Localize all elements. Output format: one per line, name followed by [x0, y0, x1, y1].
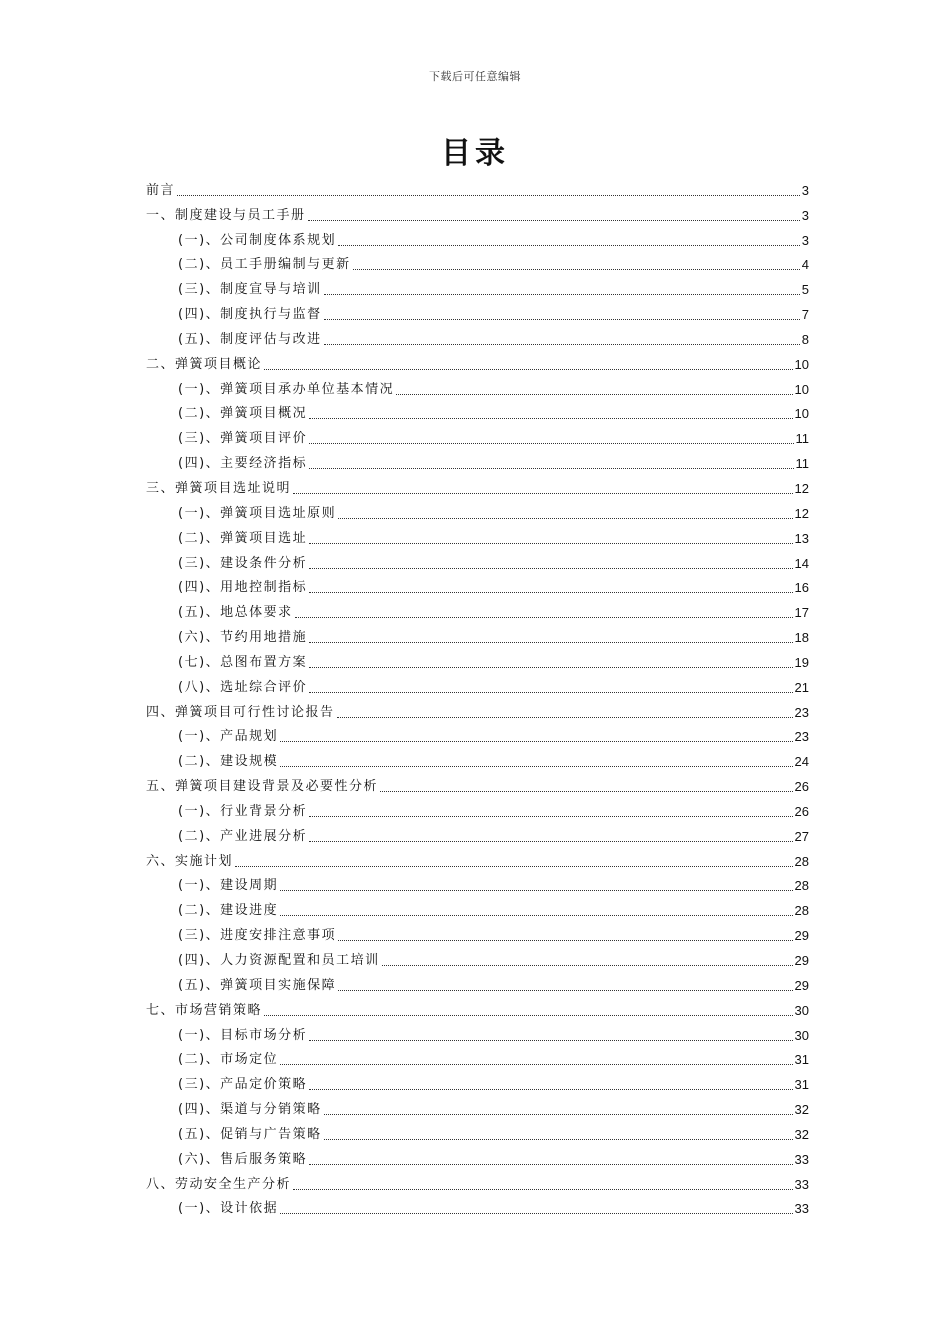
toc-entry-page: 23: [794, 704, 809, 720]
toc-entry[interactable]: [146, 870, 809, 895]
toc-entry-text: (二)、产业进展分析: [178, 828, 308, 844]
toc-dot-leader: [280, 1064, 792, 1065]
toc-dot-leader: [324, 319, 800, 320]
toc-entry[interactable]: [146, 820, 809, 845]
toc-entry[interactable]: [146, 1019, 809, 1044]
toc-entry[interactable]: [146, 671, 809, 696]
toc-dot-leader: [309, 692, 792, 693]
toc-entry-page: 3: [801, 182, 809, 198]
toc-entry-text: 七、市场营销策略: [146, 1002, 263, 1018]
toc-entry[interactable]: [146, 795, 809, 820]
toc-dot-leader: [309, 1040, 792, 1041]
toc-entry-text: (四)、渠道与分销策略: [178, 1102, 322, 1118]
toc-entry-text: (一)、行业背景分析: [178, 803, 308, 819]
toc-dot-leader: [324, 294, 800, 295]
toc-entry[interactable]: [146, 224, 809, 249]
toc-dot-leader: [309, 667, 792, 668]
toc-entry-text: (一)、弹簧项目承办单位基本情况: [178, 381, 395, 397]
toc-entry-page: 30: [794, 1002, 809, 1018]
toc-entry-page: 33: [794, 1201, 809, 1217]
toc-dot-leader: [309, 568, 792, 569]
toc-entry-text: (二)、建设进度: [178, 903, 279, 919]
toc-entry[interactable]: [146, 1118, 809, 1143]
toc-entry[interactable]: [146, 199, 809, 224]
toc-entry[interactable]: [146, 745, 809, 770]
toc-dot-leader: [309, 418, 792, 419]
toc-entry[interactable]: [146, 323, 809, 348]
toc-dot-leader: [382, 965, 793, 966]
toc-dot-leader: [338, 518, 792, 519]
toc-entry[interactable]: [146, 894, 809, 919]
toc-entry[interactable]: [146, 1044, 809, 1069]
toc-entry-page: 30: [794, 1027, 809, 1043]
toc-entry-page: 21: [794, 679, 809, 695]
toc-entry-text: (一)、产品规划: [178, 729, 279, 745]
toc-entry-text: (三)、弹簧项目评价: [178, 431, 308, 447]
toc-entry-text: (三)、制度宣导与培训: [178, 282, 322, 298]
toc-entry-text: (一)、目标市场分析: [178, 1027, 308, 1043]
toc-entry[interactable]: [146, 621, 809, 646]
toc-entry-page: 17: [794, 605, 809, 621]
toc-entry-page: 33: [794, 1151, 809, 1167]
toc-entry-page: 27: [794, 828, 809, 844]
toc-entry-text: (二)、建设规模: [178, 754, 279, 770]
toc-entry-text: (一)、公司制度体系规划: [178, 232, 337, 248]
toc-dot-leader: [324, 1114, 793, 1115]
toc-entry-text: (五)、弹簧项目实施保障: [178, 977, 337, 993]
toc-entry-text: (四)、人力资源配置和员工培训: [178, 953, 380, 968]
toc-entry[interactable]: [146, 249, 809, 274]
toc-entry[interactable]: [146, 1093, 809, 1118]
toc-entry-page: 16: [794, 580, 809, 596]
toc-dot-leader: [235, 866, 793, 867]
toc-entry-page: 12: [794, 480, 809, 496]
toc-dot-leader: [177, 195, 800, 196]
toc-entry-page: 29: [794, 977, 809, 993]
toc-entry[interactable]: [146, 447, 809, 472]
toc-entry-page: 32: [794, 1126, 809, 1142]
toc-title: 目录: [441, 136, 509, 171]
toc-entry-text: 五、弹簧项目建设背景及必要性分析: [146, 779, 379, 795]
toc-entry-text: 前言: [146, 182, 176, 198]
toc-entry[interactable]: [146, 522, 809, 547]
toc-dot-leader: [309, 816, 792, 817]
toc-entry-text: 四、弹簧项目可行性讨论报告: [146, 704, 335, 720]
toc-dot-leader: [280, 890, 792, 891]
toc-entry-text: (二)、弹簧项目选址: [178, 530, 308, 546]
toc-entry-page: 26: [794, 779, 809, 795]
toc-entry[interactable]: [146, 422, 809, 447]
toc-dot-leader: [293, 1189, 793, 1190]
toc-dot-leader: [264, 1015, 793, 1016]
toc-entry-page: 7: [801, 307, 809, 323]
toc-dot-leader: [309, 443, 793, 444]
toc-dot-leader: [353, 269, 800, 270]
toc-entry-page: 8: [801, 331, 809, 347]
toc-entry[interactable]: [146, 1068, 809, 1093]
toc-entry[interactable]: [146, 919, 809, 944]
toc-entry-text: 八、劳动安全生产分析: [146, 1176, 292, 1192]
toc-entry-text: (八)、选址综合评价: [178, 679, 308, 695]
toc-entry-page: 12: [794, 505, 809, 521]
toc-dot-leader: [295, 617, 793, 618]
toc-dot-leader: [293, 493, 793, 494]
toc-entry-text: (四)、用地控制指标: [178, 580, 308, 596]
toc-entry-text: (三)、建设条件分析: [178, 555, 308, 571]
toc-dot-leader: [338, 940, 792, 941]
toc-entry[interactable]: [146, 845, 809, 870]
toc-entry-text: (五)、地总体要求: [178, 605, 293, 621]
toc-entry[interactable]: [146, 398, 809, 423]
toc-entry-text: (一)、建设周期: [178, 878, 279, 894]
toc-entry-page: 3: [801, 207, 809, 223]
toc-entry[interactable]: [146, 348, 809, 373]
toc-entry-page: 28: [794, 903, 809, 919]
toc-entry-page: 5: [801, 282, 809, 298]
toc-dot-leader: [324, 1139, 793, 1140]
toc-dot-leader: [396, 394, 792, 395]
toc-dot-leader: [309, 1089, 792, 1090]
toc-dot-leader: [337, 717, 793, 718]
toc-dot-leader: [338, 245, 800, 246]
toc-entry-text: (六)、节约用地措施: [178, 630, 308, 646]
table-of-contents: [146, 174, 809, 1217]
toc-entry-page: 28: [794, 878, 809, 894]
toc-entry-text: (四)、主要经济指标: [178, 456, 308, 472]
toc-dot-leader: [309, 592, 792, 593]
toc-entry-page: 32: [794, 1102, 809, 1118]
toc-entry-page: 10: [794, 406, 809, 422]
toc-entry-page: 31: [794, 1077, 809, 1093]
toc-entry-text: (五)、制度评估与改进: [178, 331, 322, 347]
toc-entry[interactable]: [146, 770, 809, 795]
toc-entry-page: 29: [794, 928, 809, 944]
toc-entry[interactable]: [146, 174, 809, 199]
toc-entry-page: 11: [795, 431, 809, 447]
toc-entry[interactable]: [146, 373, 809, 398]
header-note: 下载后可任意编辑: [429, 70, 521, 83]
toc-dot-leader: [264, 369, 793, 370]
toc-entry-page: 4: [801, 257, 809, 273]
toc-dot-leader: [324, 344, 800, 345]
toc-entry[interactable]: [146, 547, 809, 572]
toc-entry[interactable]: [146, 273, 809, 298]
toc-entry-page: 19: [794, 654, 809, 670]
toc-entry-page: 24: [794, 754, 809, 770]
toc-entry-text: 一、制度建设与员工手册: [146, 207, 306, 223]
toc-entry-text: (一)、弹簧项目选址原则: [178, 505, 337, 521]
toc-entry-text: (二)、弹簧项目概况: [178, 406, 308, 422]
toc-entry-page: 13: [794, 530, 809, 546]
toc-entry-text: (七)、总图布置方案: [178, 654, 308, 670]
toc-entry[interactable]: [146, 969, 809, 994]
toc-entry[interactable]: [146, 572, 809, 597]
toc-dot-leader: [309, 841, 792, 842]
toc-entry[interactable]: [146, 472, 809, 497]
toc-entry[interactable]: [146, 646, 809, 671]
toc-entry[interactable]: [146, 298, 809, 323]
toc-entry[interactable]: [146, 944, 809, 969]
toc-entry-page: 31: [794, 1052, 809, 1068]
toc-entry-page: 10: [794, 356, 809, 372]
toc-dot-leader: [309, 468, 793, 469]
toc-entry-page: 3: [801, 232, 809, 248]
toc-entry-page: 33: [794, 1176, 809, 1192]
toc-entry-text: (三)、进度安排注意事项: [178, 928, 337, 944]
toc-entry[interactable]: [146, 1193, 809, 1218]
toc-entry[interactable]: [146, 994, 809, 1019]
toc-dot-leader: [280, 766, 792, 767]
toc-dot-leader: [280, 1213, 792, 1214]
toc-entry-text: (二)、员工手册编制与更新: [178, 257, 351, 273]
toc-entry-page: 28: [794, 853, 809, 869]
toc-entry-page: 23: [794, 729, 809, 745]
toc-entry-text: (五)、促销与广告策略: [178, 1126, 322, 1142]
toc-entry-text: 六、实施计划: [146, 853, 234, 869]
toc-entry[interactable]: [146, 696, 809, 721]
toc-entry-page: 11: [795, 456, 809, 472]
toc-entry-text: (二)、市场定位: [178, 1052, 279, 1068]
toc-entry-text: (三)、产品定价策略: [178, 1077, 308, 1093]
toc-entry-page: 29: [794, 953, 809, 968]
toc-dot-leader: [309, 543, 792, 544]
toc-entry-text: (四)、制度执行与监督: [178, 307, 322, 323]
toc-dot-leader: [309, 1164, 792, 1165]
toc-dot-leader: [280, 741, 792, 742]
toc-entry-text: 二、弹簧项目概论: [146, 356, 263, 372]
toc-entry[interactable]: [146, 596, 809, 621]
toc-dot-leader: [308, 220, 800, 221]
toc-dot-leader: [338, 990, 792, 991]
toc-entry[interactable]: [146, 721, 809, 746]
toc-dot-leader: [309, 642, 792, 643]
toc-entry[interactable]: [146, 1143, 809, 1168]
toc-dot-leader: [280, 915, 792, 916]
toc-dot-leader: [380, 791, 793, 792]
toc-entry-text: (六)、售后服务策略: [178, 1151, 308, 1167]
toc-entry-text: (一)、设计依据: [178, 1201, 279, 1217]
toc-entry[interactable]: [146, 497, 809, 522]
toc-entry-page: 18: [794, 630, 809, 646]
toc-entry-page: 14: [794, 555, 809, 571]
toc-entry-page: 10: [794, 381, 809, 397]
toc-entry[interactable]: [146, 1168, 809, 1193]
toc-entry-text: 三、弹簧项目选址说明: [146, 480, 292, 496]
toc-entry-page: 26: [794, 803, 809, 819]
